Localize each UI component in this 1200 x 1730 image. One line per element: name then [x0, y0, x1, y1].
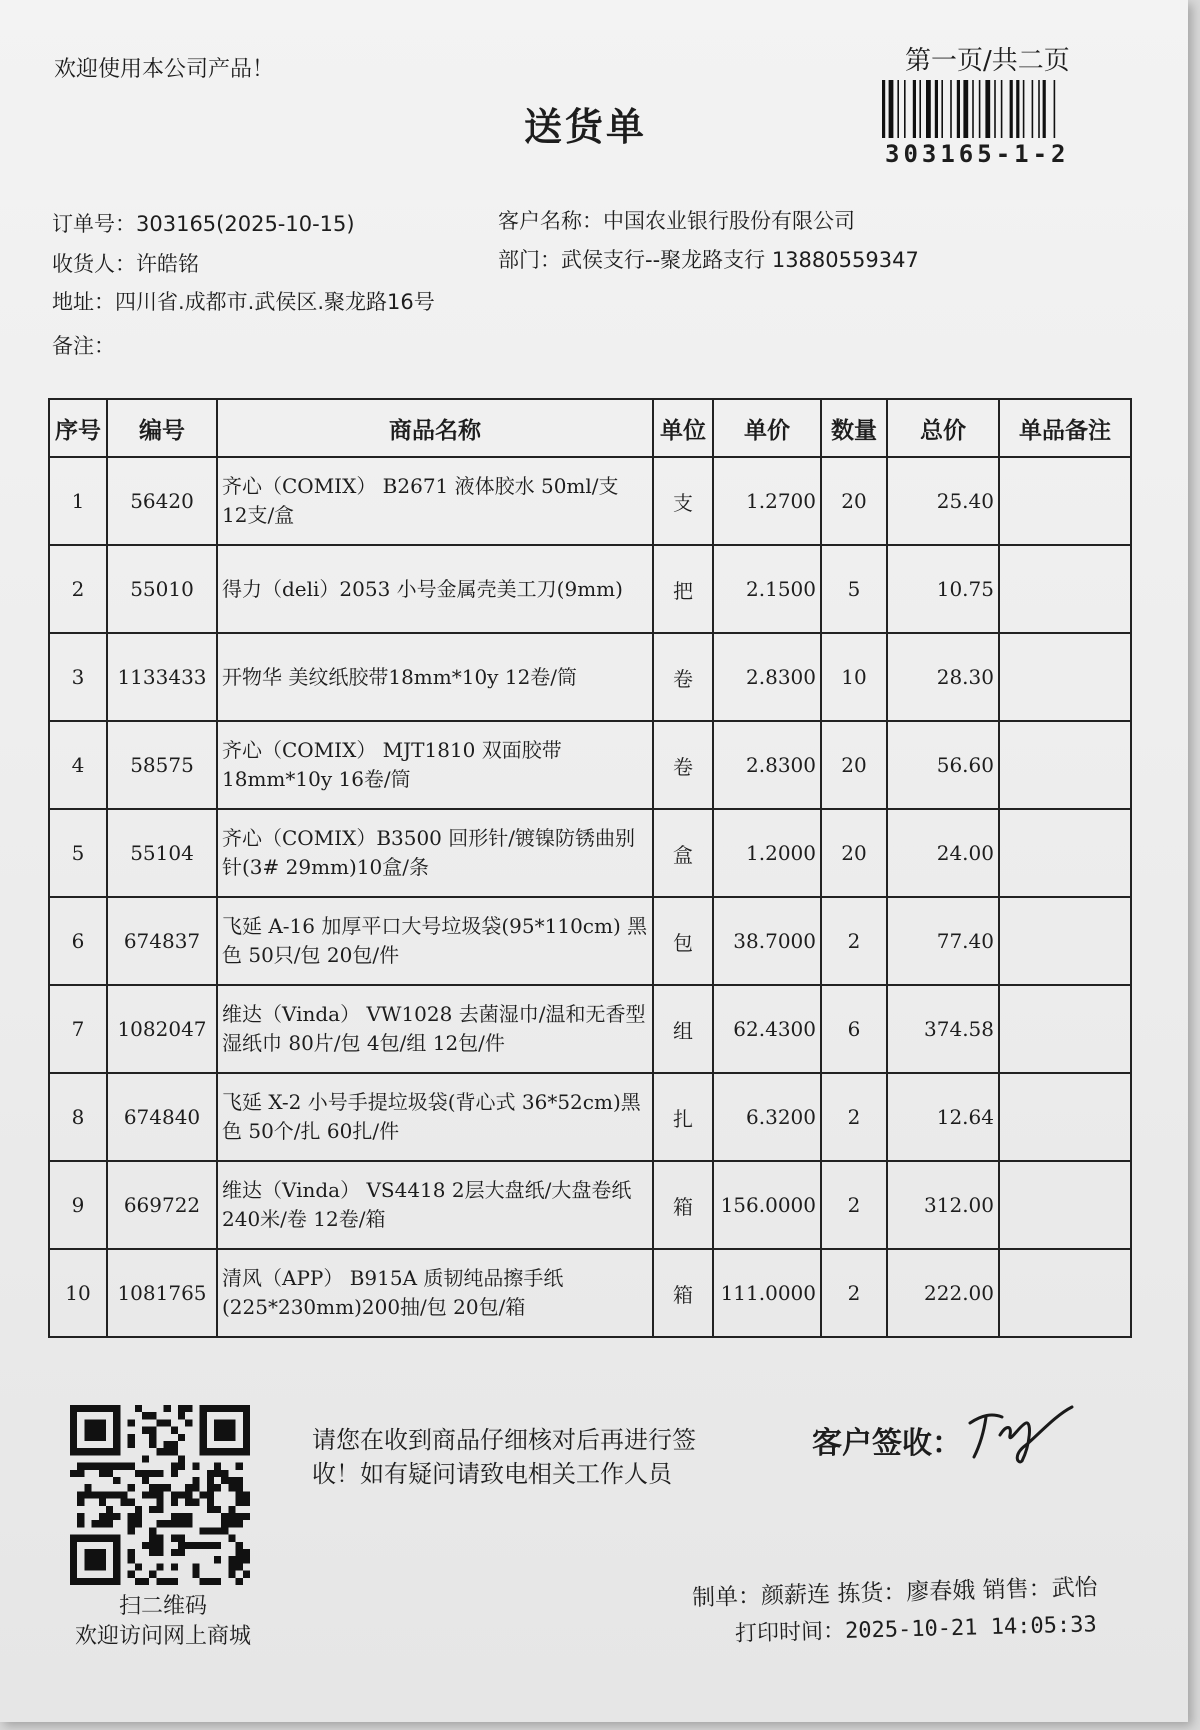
- cell-note: [999, 633, 1131, 721]
- cell-name: 齐心（COMIX）B3500 回形针/镀镍防锈曲别针(3# 29mm)10盒/条: [217, 809, 653, 897]
- cell-name: 维达（Vinda） VW1028 去菌湿巾/温和无香型湿纸巾 80片/包 4包/组 12包/件: [217, 985, 653, 1073]
- table-row: [49, 1073, 1131, 1161]
- cell-price: 156.0000: [713, 1161, 821, 1249]
- cell-qty: 20: [821, 457, 887, 545]
- cell-name: 清风（APP） B915A 质韧纯品擦手纸 (225*230mm)200抽/包 20包/箱: [217, 1249, 653, 1337]
- cell-unit: 盒: [653, 809, 713, 897]
- cell-name: 齐心（COMIX） MJT1810 双面胶带 18mm*10y 16卷/筒: [217, 721, 653, 809]
- cell-note: [999, 545, 1131, 633]
- cell-note: [999, 1073, 1131, 1161]
- greeting-text: 欢迎使用本公司产品！: [54, 57, 275, 82]
- cell-total: 222.00: [887, 1249, 999, 1337]
- cell-note: [999, 1249, 1131, 1337]
- cell-seq: 8: [49, 1073, 107, 1161]
- cell-code: 669722: [107, 1161, 217, 1249]
- cell-qty: 2: [821, 1161, 887, 1249]
- header-total: 总价: [887, 399, 999, 457]
- cell-name: 得力（deli）2053 小号金属壳美工刀(9mm): [217, 545, 653, 633]
- cell-seq: 1: [49, 457, 107, 545]
- cell-qty: 5: [821, 545, 887, 633]
- table-row: [49, 1249, 1131, 1337]
- cell-note: [999, 897, 1131, 985]
- table-row: [49, 897, 1131, 985]
- page-indicator: 第一页/共二页: [905, 46, 1070, 76]
- barcode-image: [880, 80, 1098, 138]
- cell-code: 58575: [107, 721, 217, 809]
- cell-qty: 20: [821, 721, 887, 809]
- qr-code-image: [70, 1405, 250, 1585]
- cell-code: 1081765: [107, 1249, 217, 1337]
- cell-seq: 9: [49, 1161, 107, 1249]
- cell-seq: 10: [49, 1249, 107, 1337]
- table-header-row: [49, 399, 1131, 457]
- cell-total: 10.75: [887, 545, 999, 633]
- cell-unit: 箱: [653, 1161, 713, 1249]
- cell-total: 12.64: [887, 1073, 999, 1161]
- cell-price: 38.7000: [713, 897, 821, 985]
- cell-qty: 2: [821, 1249, 887, 1337]
- table-row: [49, 1161, 1131, 1249]
- cell-unit: 卷: [653, 633, 713, 721]
- table-row: [49, 985, 1131, 1073]
- order-number: 订单号：303165(2025-10-15): [52, 212, 355, 236]
- cell-seq: 6: [49, 897, 107, 985]
- cell-qty: 2: [821, 1073, 887, 1161]
- cell-code: 674837: [107, 897, 217, 985]
- sign-notice: 请您在收到商品仔细核对后再进行签收！如有疑问请致电相关工作人员: [312, 1426, 696, 1488]
- staff-info: 制单：颜薪连 拣货：廖春娥 销售：武怡: [691, 1574, 1098, 1612]
- cell-total: 28.30: [887, 633, 999, 721]
- header-qty: 数量: [821, 399, 887, 457]
- cell-note: [999, 1161, 1131, 1249]
- barcode-number: 303165-1-2: [885, 140, 1070, 168]
- cell-unit: 卷: [653, 721, 713, 809]
- cell-code: 674840: [107, 1073, 217, 1161]
- receiver: 收货人：许皓铭: [52, 252, 199, 276]
- cell-unit: 组: [653, 985, 713, 1073]
- header-price: 单价: [713, 399, 821, 457]
- cell-unit: 箱: [653, 1249, 713, 1337]
- cell-price: 62.4300: [713, 985, 821, 1073]
- cell-total: 56.60: [887, 721, 999, 809]
- cell-name: 开物华 美纹纸胶带18mm*10y 12卷/筒: [217, 633, 653, 721]
- cell-note: [999, 809, 1131, 897]
- table-row: [49, 721, 1131, 809]
- cell-seq: 5: [49, 809, 107, 897]
- header-name: 商品名称: [217, 399, 653, 457]
- cell-total: 312.00: [887, 1161, 999, 1249]
- department: 部门：武侯支行--聚龙路支行 13880559347: [498, 248, 919, 272]
- cell-price: 2.8300: [713, 721, 821, 809]
- cell-unit: 支: [653, 457, 713, 545]
- cell-qty: 2: [821, 897, 887, 985]
- cell-price: 2.1500: [713, 545, 821, 633]
- header-seq: 序号: [49, 399, 107, 457]
- cell-seq: 7: [49, 985, 107, 1073]
- cell-note: [999, 721, 1131, 809]
- cell-seq: 2: [49, 545, 107, 633]
- cell-price: 111.0000: [713, 1249, 821, 1337]
- qr-caption: [58, 1592, 268, 1651]
- cell-price: 1.2000: [713, 809, 821, 897]
- cell-code: 1133433: [107, 633, 217, 721]
- goods-table: [48, 398, 1132, 1338]
- table-row: [49, 633, 1131, 721]
- cell-price: 2.8300: [713, 633, 821, 721]
- cell-seq: 3: [49, 633, 107, 721]
- cell-name: 飞延 A-16 加厚平口大号垃圾袋(95*110cm) 黑色 50只/包 20包/件: [217, 897, 653, 985]
- cell-seq: 4: [49, 721, 107, 809]
- cell-code: 56420: [107, 457, 217, 545]
- cell-total: 25.40: [887, 457, 999, 545]
- qr-caption-line2: 欢迎访问网上商城: [74, 1623, 251, 1649]
- customer-sign-label: 客户签收：: [812, 1426, 962, 1461]
- customer-name: 客户名称：中国农业银行股份有限公司: [498, 209, 855, 233]
- header-note: 单品备注: [999, 399, 1131, 457]
- print-time: 打印时间：2025-10-21 14:05:33: [734, 1612, 1097, 1647]
- cell-name: 飞延 X-2 小号手提垃圾袋(背心式 36*52cm)黑色 50个/扎 60扎/件: [217, 1073, 653, 1161]
- cell-code: 1082047: [107, 985, 217, 1073]
- address: 地址：四川省.成都市.武侯区.聚龙路16号: [52, 290, 435, 314]
- cell-name: 维达（Vinda） VS4418 2层大盘纸/大盘卷纸 240米/卷 12卷/箱: [217, 1161, 653, 1249]
- table-row: [49, 809, 1131, 897]
- cell-note: [999, 985, 1131, 1073]
- cell-code: 55010: [107, 545, 217, 633]
- remark: 备注：: [52, 334, 115, 358]
- cell-note: [999, 457, 1131, 545]
- cell-unit: 扎: [653, 1073, 713, 1161]
- table-row: [49, 457, 1131, 545]
- document-title: 送货单: [524, 105, 648, 149]
- table-row: [49, 545, 1131, 633]
- cell-name: 齐心（COMIX） B2671 液体胶水 50ml/支 12支/盒: [217, 457, 653, 545]
- qr-caption-line1: 扫二维码: [118, 1594, 207, 1619]
- customer-signature: [960, 1395, 1080, 1465]
- header-code: 编号: [107, 399, 217, 457]
- cell-total: 374.58: [887, 985, 999, 1073]
- cell-unit: 包: [653, 897, 713, 985]
- cell-code: 55104: [107, 809, 217, 897]
- header-unit: 单位: [653, 399, 713, 457]
- cell-total: 77.40: [887, 897, 999, 985]
- cell-qty: 20: [821, 809, 887, 897]
- cell-price: 6.3200: [713, 1073, 821, 1161]
- cell-total: 24.00: [887, 809, 999, 897]
- cell-price: 1.2700: [713, 457, 821, 545]
- cell-unit: 把: [653, 545, 713, 633]
- cell-qty: 10: [821, 633, 887, 721]
- cell-qty: 6: [821, 985, 887, 1073]
